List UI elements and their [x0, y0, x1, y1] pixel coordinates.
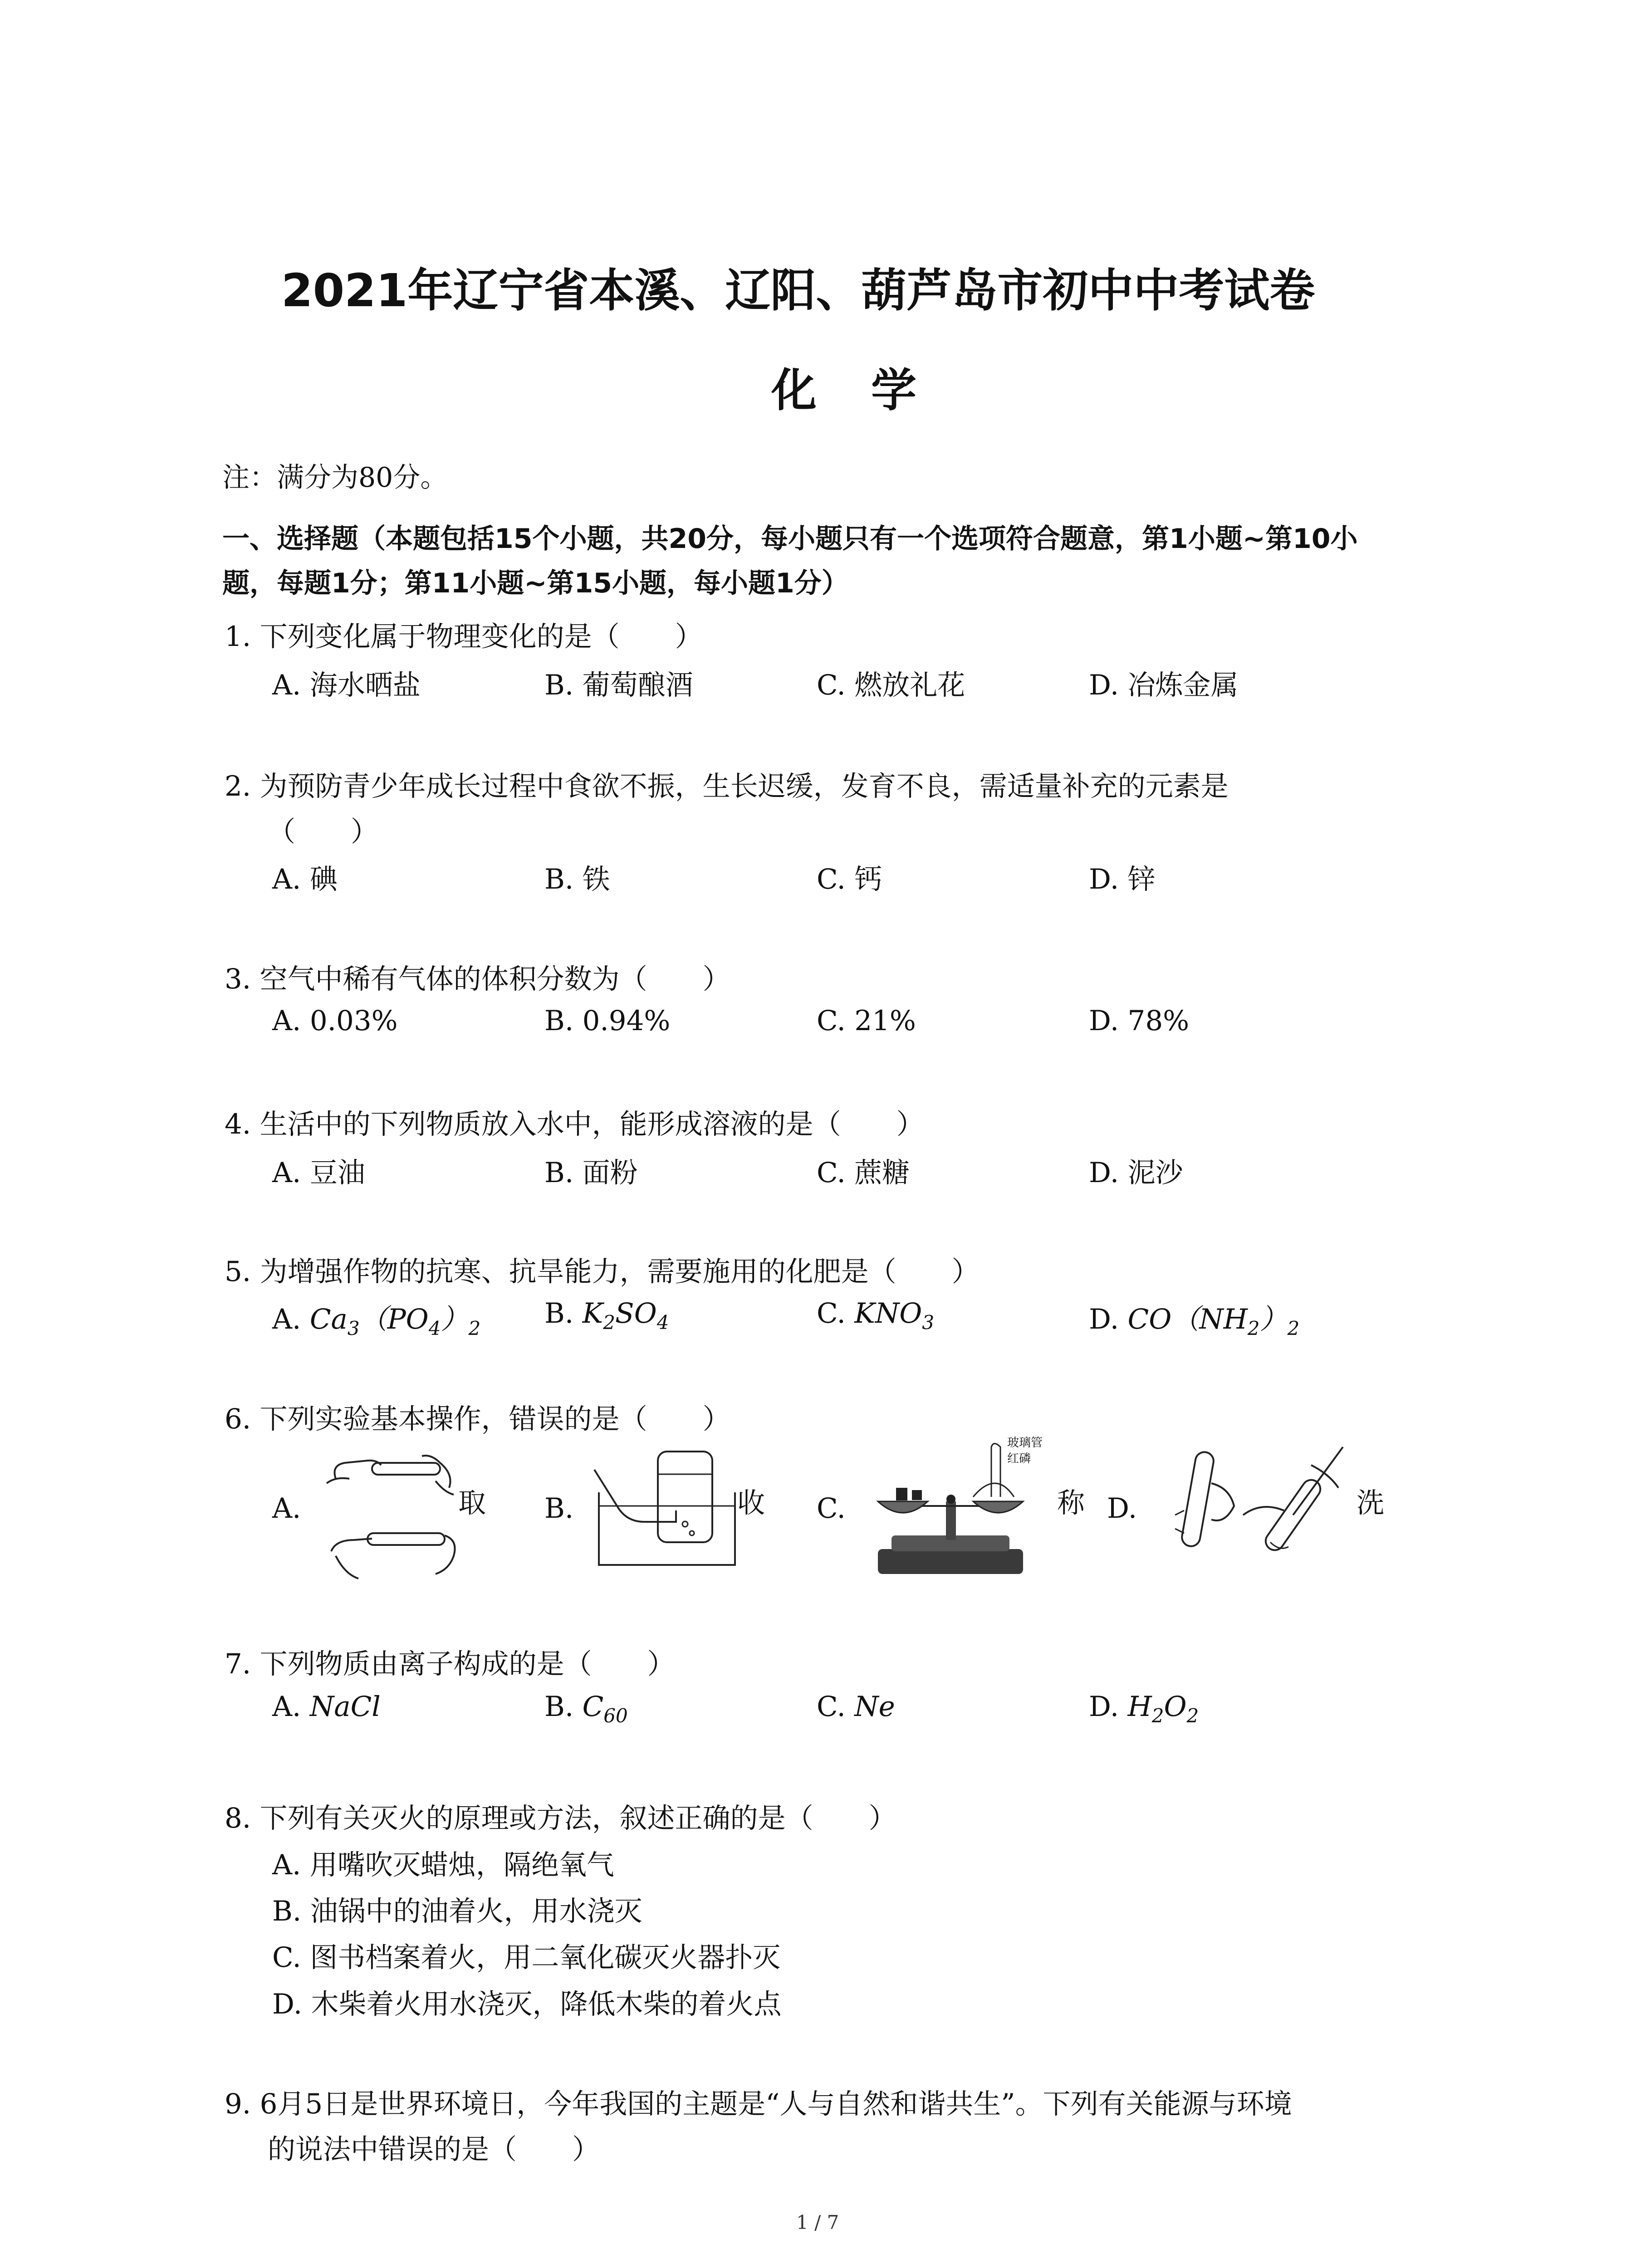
question-6-option-a-letter: A. [272, 1492, 301, 1525]
question-6-option-c-label-tube: 玻璃管 [1007, 1436, 1043, 1450]
option-letter: B. [544, 1297, 574, 1330]
formula: Ne [854, 1691, 895, 1723]
question-7-option-a [272, 1691, 381, 1723]
formula: $C_{60}$ [582, 1691, 628, 1727]
option-letter: A. [272, 1303, 301, 1335]
gas-collection-figure [590, 1442, 749, 1574]
question-2-option-a: A. 碘 [272, 863, 338, 895]
question-2-stem-bracket: （ ） [268, 816, 379, 848]
question-4-option-a: A. 豆油 [272, 1157, 365, 1189]
section-heading-line1: 一、选择题（本题包括15个小题，共20分，每小题只有一个选项符合题意，第1小题~第10小 [222, 523, 1358, 555]
question-9-stem-line2: 的说法中错误的是（ ） [268, 2133, 600, 2165]
option-letter: D. [1089, 1691, 1119, 1723]
question-4-option-d: D. 泥沙 [1089, 1157, 1183, 1189]
question-4-option-c: C. 蔗糖 [817, 1157, 910, 1189]
question-5-stem: 5. 为增强作物的抗寒、抗旱能力，需要施用的化肥是（ ） [225, 1256, 980, 1288]
test-tube-handling-figure [318, 1438, 472, 1583]
option-letter: B. [544, 1691, 574, 1723]
tube-washing-figure [1148, 1438, 1361, 1583]
formula: $H_2O_2$ [1127, 1691, 1199, 1727]
question-6-stem: 6. 下列实验基本操作，错误的是（ ） [225, 1403, 730, 1435]
option-letter: C. [817, 1691, 846, 1723]
question-3-option-d: D. 78% [1089, 1005, 1190, 1037]
question-7-option-c [817, 1691, 895, 1723]
question-8-option-b: B. 油锅中的油着火，用水浇灭 [272, 1895, 642, 1927]
question-6-option-c-letter: C. [817, 1492, 846, 1525]
question-3-option-b: B. 0.94% [544, 1005, 671, 1037]
formula: NaCl [309, 1691, 381, 1723]
formula: $KNO_3$ [854, 1297, 934, 1334]
question-1-option-b: B. 葡萄酿酒 [544, 669, 693, 701]
question-3-option-c: C. 21% [817, 1005, 916, 1037]
question-5-option-b [544, 1297, 669, 1334]
question-5-option-c [817, 1297, 934, 1334]
exam-note: 注：满分为80分。 [222, 462, 448, 494]
question-9-stem: 9. 6月5日是世界环境日，今年我国的主题是“人与自然和谐共生”。下列有关能源与环境 [225, 2088, 1292, 2120]
formula: $CO(NH_2)_2$ [1127, 1303, 1300, 1339]
question-6-option-d-caption: 洗 [1357, 1487, 1385, 1519]
question-2-stem: 2. 为预防青少年成长过程中食欲不振，生长迟缓，发育不良，需适量补充的元素是 [225, 770, 1229, 802]
question-1-option-d: D. 冶炼金属 [1089, 669, 1239, 701]
option-letter: C. [817, 1297, 846, 1330]
question-6-option-b-caption: 收 [737, 1487, 765, 1519]
question-5-option-d [1089, 1297, 1299, 1339]
question-1-stem: 1. 下列变化属于物理变化的是（ ） [225, 621, 703, 653]
question-3-option-a: A. 0.03% [272, 1005, 398, 1037]
question-8-stem: 8. 下列有关灭火的原理或方法，叙述正确的是（ ） [225, 1802, 896, 1834]
question-6-option-c-label-phosphorus: 红磷 [1007, 1452, 1031, 1466]
question-7-stem: 7. 下列物质由离子构成的是（ ） [225, 1648, 675, 1680]
question-2-option-b: B. 铁 [544, 863, 610, 895]
subject-title: 化学 [771, 364, 971, 417]
section-heading-line2: 题，每题1分；第11小题~第15小题，每小题1分） [222, 567, 849, 599]
question-4-stem: 4. 生活中的下列物质放入水中，能形成溶液的是（ ） [225, 1108, 924, 1140]
question-7-option-b [544, 1691, 628, 1727]
option-letter: D. [1089, 1303, 1119, 1335]
exam-title: 2021年辽宁省本溪、辽阳、葫芦岛市初中中考试卷 [281, 264, 1315, 317]
formula: $K_2SO_4$ [582, 1297, 669, 1334]
question-8-option-a: A. 用嘴吹灭蜡烛，隔绝氧气 [272, 1849, 614, 1881]
page-number: 1 / 7 [796, 2211, 839, 2234]
question-4-option-b: B. 面粉 [544, 1157, 638, 1189]
question-1-option-c: C. 燃放礼花 [817, 669, 965, 701]
question-6-option-d-letter: D. [1107, 1492, 1137, 1525]
question-6-option-c-caption: 称 [1057, 1487, 1085, 1519]
option-letter: A. [272, 1691, 301, 1723]
question-1-option-a: A. 海水晒盐 [272, 669, 421, 701]
formula: $Ca_3(PO_4)_2$ [309, 1303, 481, 1339]
question-6-option-b-letter: B. [544, 1492, 574, 1525]
question-8-option-d: D. 木柴着火用水浇灭，降低木柴的着火点 [272, 1988, 782, 2020]
question-5-option-a [272, 1297, 480, 1339]
question-2-option-d: D. 锌 [1089, 863, 1156, 895]
question-2-option-c: C. 钙 [817, 863, 882, 895]
question-7-option-d [1089, 1691, 1199, 1727]
question-3-stem: 3. 空气中稀有气体的体积分数为（ ） [225, 963, 730, 995]
question-8-option-c: C. 图书档案着火，用二氧化碳灭火器扑灭 [272, 1941, 781, 1974]
question-6-option-a-caption: 取 [458, 1487, 486, 1519]
